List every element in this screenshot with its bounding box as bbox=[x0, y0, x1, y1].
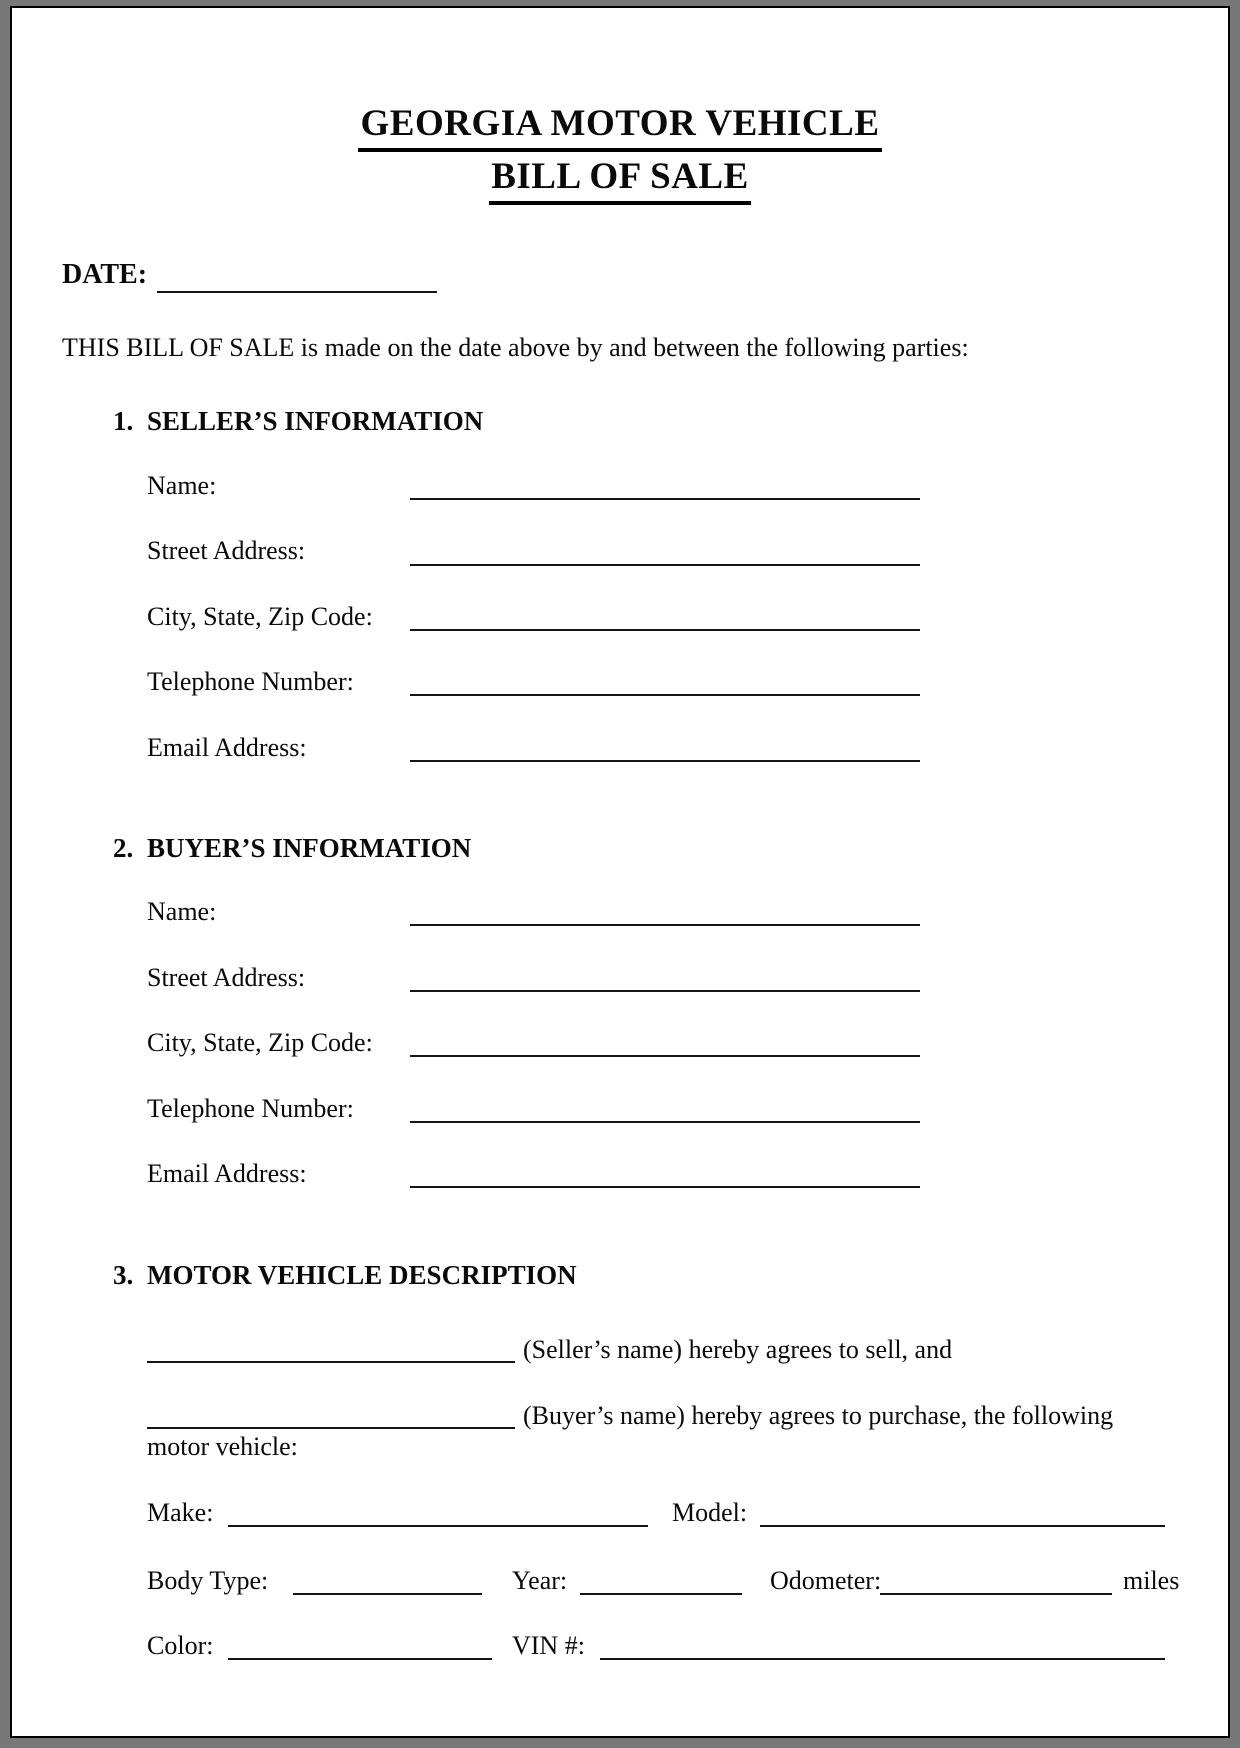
buyer-telephone-label: Telephone Number: bbox=[147, 1094, 354, 1123]
seller-email-line[interactable] bbox=[410, 760, 920, 762]
buyer-telephone-line[interactable] bbox=[410, 1121, 920, 1123]
buyer-street-line[interactable] bbox=[410, 990, 920, 992]
buyer-city-state-zip-label: City, State, Zip Code: bbox=[147, 1028, 373, 1057]
seller-email-label: Email Address: bbox=[147, 733, 307, 762]
section-3-heading: MOTOR VEHICLE DESCRIPTION bbox=[147, 1260, 577, 1290]
color-line[interactable] bbox=[228, 1658, 492, 1660]
body-type-line[interactable] bbox=[293, 1593, 482, 1595]
year-line[interactable] bbox=[580, 1593, 742, 1595]
color-label: Color: bbox=[147, 1631, 214, 1660]
buyer-name-label: Name: bbox=[147, 897, 217, 926]
seller-name-label: Name: bbox=[147, 471, 217, 500]
model-label: Model: bbox=[672, 1498, 748, 1527]
seller-telephone-line[interactable] bbox=[410, 694, 920, 696]
seller-street-label: Street Address: bbox=[147, 536, 306, 565]
odometer-label: Odometer: bbox=[770, 1566, 882, 1595]
buyer-city-state-zip-line[interactable] bbox=[410, 1055, 920, 1057]
make-label: Make: bbox=[147, 1498, 214, 1527]
section-3-number: 3. bbox=[113, 1260, 134, 1290]
seller-telephone-label: Telephone Number: bbox=[147, 667, 354, 696]
section-1-heading: SELLER’S INFORMATION bbox=[147, 406, 484, 436]
buyer-name-line[interactable] bbox=[410, 924, 920, 926]
document-page bbox=[10, 6, 1230, 1738]
buyer-clause-text: (Buyer’s name) hereby agrees to purchase, the following bbox=[523, 1401, 1114, 1430]
miles-suffix-label: miles bbox=[1123, 1566, 1180, 1595]
title-line-1: GEORGIA MOTOR VEHICLE bbox=[358, 99, 881, 152]
section-2-number: 2. bbox=[113, 833, 134, 863]
model-line[interactable] bbox=[760, 1525, 1165, 1527]
buyer-street-label: Street Address: bbox=[147, 963, 306, 992]
vin-line[interactable] bbox=[600, 1658, 1165, 1660]
seller-clause-text: (Seller’s name) hereby agrees to sell, and bbox=[523, 1335, 953, 1364]
date-label: DATE: bbox=[62, 259, 148, 290]
seller-city-state-zip-label: City, State, Zip Code: bbox=[147, 602, 373, 631]
date-line[interactable] bbox=[157, 291, 437, 293]
seller-street-line[interactable] bbox=[410, 564, 920, 566]
section-1-number: 1. bbox=[113, 406, 134, 436]
seller-city-state-zip-line[interactable] bbox=[410, 629, 920, 631]
title-line-2: BILL OF SALE bbox=[489, 152, 751, 205]
buyer-email-line[interactable] bbox=[410, 1186, 920, 1188]
buyer-name-blank-line[interactable] bbox=[147, 1427, 515, 1429]
document-title bbox=[0, 99, 1240, 205]
seller-name-line[interactable] bbox=[410, 498, 920, 500]
section-2-heading: BUYER’S INFORMATION bbox=[147, 833, 472, 863]
vin-label: VIN #: bbox=[512, 1631, 585, 1660]
intro-text: THIS BILL OF SALE is made on the date above by and between the following parties: bbox=[62, 333, 969, 362]
buyer-clause-continuation: motor vehicle: bbox=[147, 1432, 298, 1461]
year-label: Year: bbox=[512, 1566, 568, 1595]
make-line[interactable] bbox=[228, 1525, 648, 1527]
buyer-email-label: Email Address: bbox=[147, 1159, 307, 1188]
body-type-label: Body Type: bbox=[147, 1566, 269, 1595]
odometer-line[interactable] bbox=[880, 1593, 1112, 1595]
seller-name-blank-line[interactable] bbox=[147, 1361, 515, 1363]
